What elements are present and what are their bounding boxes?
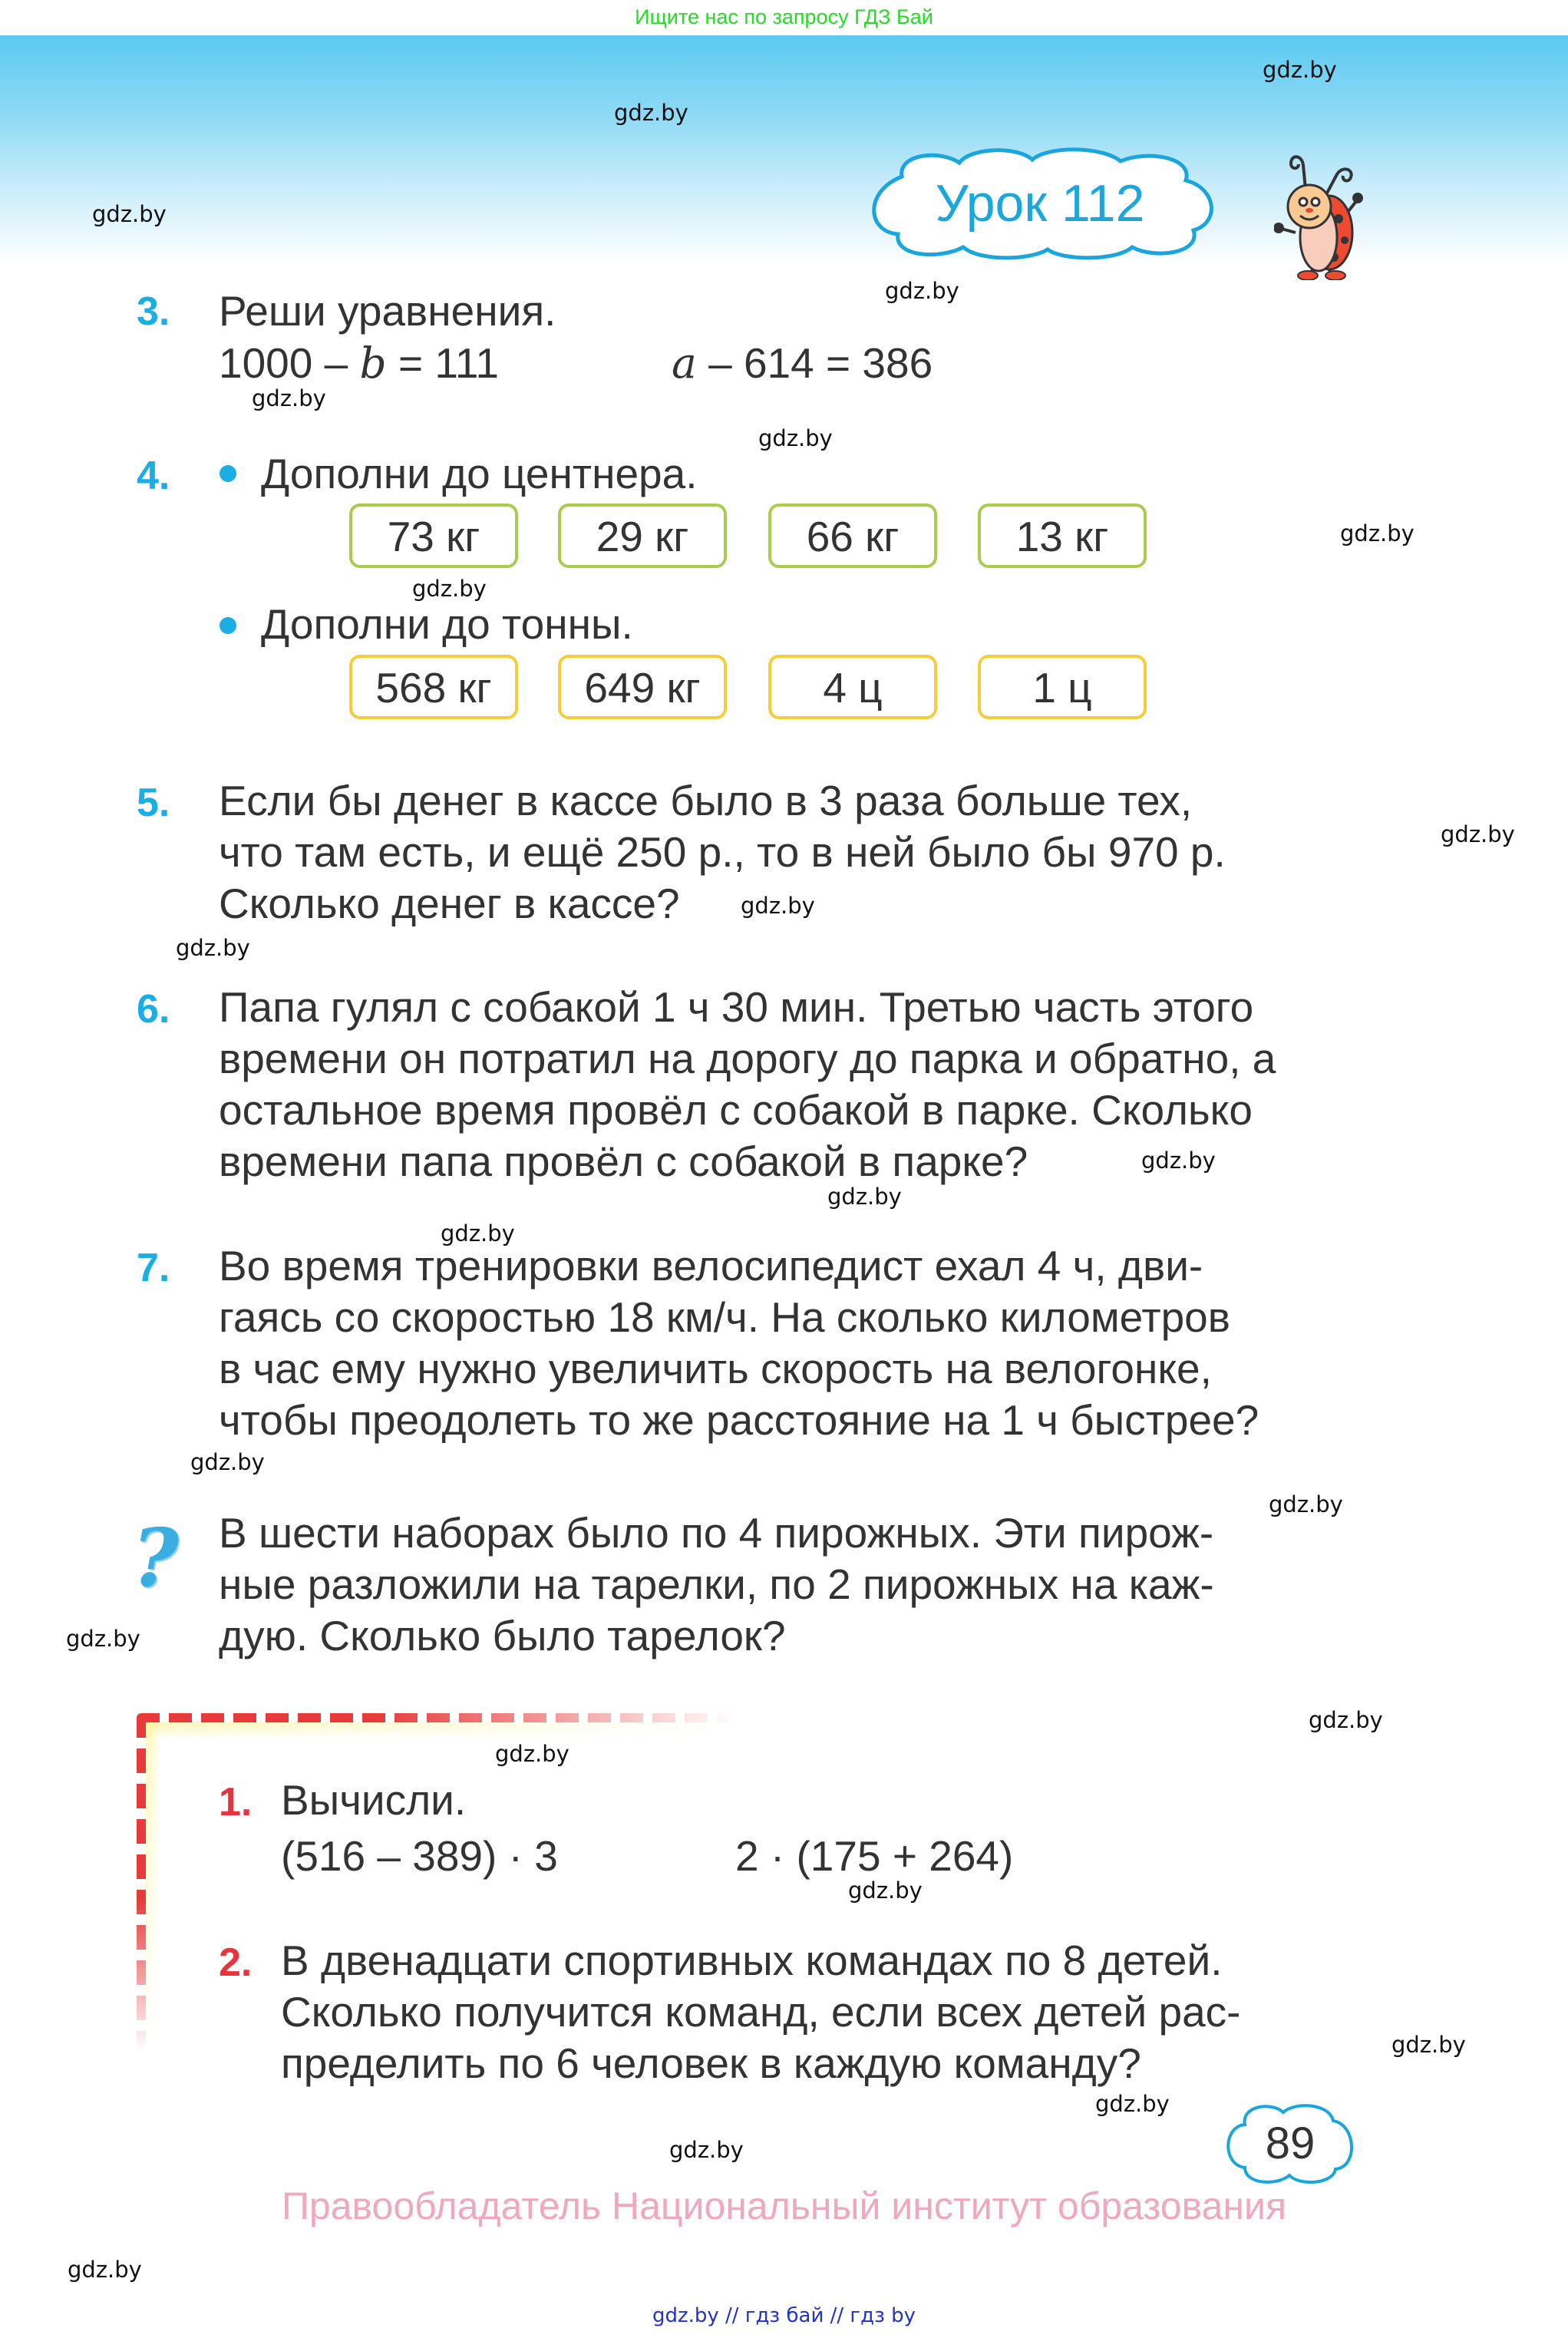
task-6-line: остальное время провёл с собакой в парке. Сколько — [219, 1086, 1253, 1134]
answer-box: 1 ц — [978, 655, 1147, 719]
check-task-2-line: В двенадцати спортивных командах по 8 детей. — [281, 1937, 1223, 1984]
frame-glow — [146, 1722, 161, 2045]
bullet-icon — [220, 465, 236, 482]
page-number: 89 — [1265, 2118, 1315, 2168]
answer-box: 13 кг — [978, 504, 1147, 568]
watermark: gdz.by — [190, 1449, 265, 1475]
watermark: gdz.by — [412, 576, 487, 602]
watermark: gdz.by — [66, 1626, 140, 1652]
riddle-line: В шести наборах было по 4 пирожных. Эти пирож- — [219, 1509, 1214, 1557]
watermark: gdz.by — [669, 2137, 744, 2163]
answer-box: 29 кг — [558, 504, 727, 568]
banner-text: Ищите нас по запросу ГДЗ Бай — [635, 5, 933, 28]
watermark: gdz.by — [1263, 57, 1337, 83]
watermark: gdz.by — [92, 201, 167, 227]
eq1-right: = 111 — [386, 339, 500, 387]
watermark: gdz.by — [848, 1877, 923, 1904]
riddle-line: ные разложили на тарелки, по 2 пирожных на каж- — [219, 1560, 1214, 1608]
ladybug-icon — [1274, 142, 1374, 280]
task-3-title: Реши уравнения. — [219, 287, 556, 335]
task-3-equation-1 — [219, 338, 499, 390]
eq2-right: – 614 = 386 — [696, 339, 933, 387]
watermark: gdz.by — [741, 893, 815, 919]
task-5-line: что там есть, и ещё 250 р., то в ней было бы 970 р. — [219, 828, 1226, 876]
task-6-line: времени папа провёл с собакой в парке? — [219, 1138, 1028, 1185]
task-4-number: 4. — [137, 454, 170, 498]
task-7-line: гаясь со скоростью 18 км/ч. На сколько километров — [219, 1293, 1230, 1341]
dashed-frame-left — [137, 1713, 146, 2051]
answer-box: 73 кг — [349, 504, 518, 568]
eq1-left: 1000 – — [219, 339, 360, 387]
task-5-number: 5. — [137, 781, 170, 825]
task-6-number: 6. — [137, 987, 170, 1032]
check-task-1-expr-1: (516 – 389) · 3 — [281, 1832, 558, 1880]
check-task-1-expr-2: 2 · (175 + 264) — [735, 1832, 1014, 1880]
answer-box: 66 кг — [768, 504, 937, 568]
watermark: gdz.by — [1309, 1707, 1383, 1733]
watermark: gdz.by — [176, 935, 250, 961]
answer-box: 568 кг — [349, 655, 518, 719]
check-task-1-title: Вычисли. — [281, 1776, 467, 1824]
top-banner — [0, 0, 1568, 35]
task-7-line: в час ему нужно увеличить скорость на велогонке, — [219, 1345, 1212, 1392]
watermark: gdz.by — [1095, 2091, 1170, 2117]
task-7-line: Во время тренировки велосипедист ехал 4 ч, дви- — [219, 1242, 1203, 1290]
riddle-line: дую. Сколько было тарелок? — [219, 1612, 786, 1659]
copyright-notice: Правообладатель Национальный институт образования — [281, 2184, 1287, 2227]
task-3-number: 3. — [137, 289, 170, 334]
check-task-2-number: 2. — [219, 1940, 253, 1985]
answer-box: 649 кг — [558, 655, 727, 719]
task-5-line: Сколько денег в кассе? — [219, 880, 680, 927]
watermark: gdz.by — [758, 425, 833, 451]
watermark: gdz.by — [441, 1220, 515, 1247]
footer-links[interactable]: gdz.by // гдз бай // гдз by — [652, 2304, 916, 2327]
watermark: gdz.by — [495, 1741, 569, 1767]
watermark: gdz.by — [885, 278, 959, 304]
eq1-var: b — [359, 338, 387, 388]
task-6-line: Папа гулял с собакой 1 ч 30 мин. Третью часть этого — [219, 983, 1254, 1031]
lesson-title-cloud — [856, 146, 1224, 261]
check-task-2-line: Сколько получится команд, если всех детей рас- — [281, 1988, 1241, 2036]
watermark: gdz.by — [1441, 821, 1515, 847]
task-4-part-1-title: Дополни до центнера. — [261, 450, 698, 497]
bullet-icon — [220, 617, 236, 634]
watermark: gdz.by — [1269, 1491, 1343, 1517]
check-task-2-line: пределить по 6 человек в каждую команду? — [281, 2039, 1141, 2087]
task-7-number: 7. — [137, 1246, 170, 1290]
lesson-title: Урок 112 — [935, 174, 1145, 233]
page-number-cloud — [1222, 2102, 1358, 2186]
watermark: gdz.by — [827, 1184, 902, 1210]
question-mark-icon: ? — [132, 1511, 179, 1605]
task-5-line: Если бы денег в кассе было в 3 раза больше тех, — [219, 777, 1193, 824]
dashed-frame-top — [137, 1713, 735, 1722]
watermark: gdz.by — [1141, 1148, 1216, 1174]
watermark: gdz.by — [252, 385, 326, 411]
task-4-part-2-title: Дополни до тонны. — [261, 600, 633, 648]
task-6-line: времени он потратил на дорогу до парка и обратно, а — [219, 1035, 1276, 1082]
watermark: gdz.by — [68, 2257, 142, 2283]
task-3-equation-2 — [672, 338, 933, 390]
watermark: gdz.by — [1340, 520, 1415, 547]
watermark: gdz.by — [614, 100, 688, 126]
answer-box: 4 ц — [768, 655, 937, 719]
frame-glow — [143, 1722, 726, 1739]
watermark: gdz.by — [1391, 2032, 1466, 2058]
eq2-var: a — [672, 338, 697, 388]
check-task-1-number: 1. — [219, 1780, 253, 1824]
task-7-line: чтобы преодолеть то же расстояние на 1 ч быстрее? — [219, 1396, 1259, 1444]
